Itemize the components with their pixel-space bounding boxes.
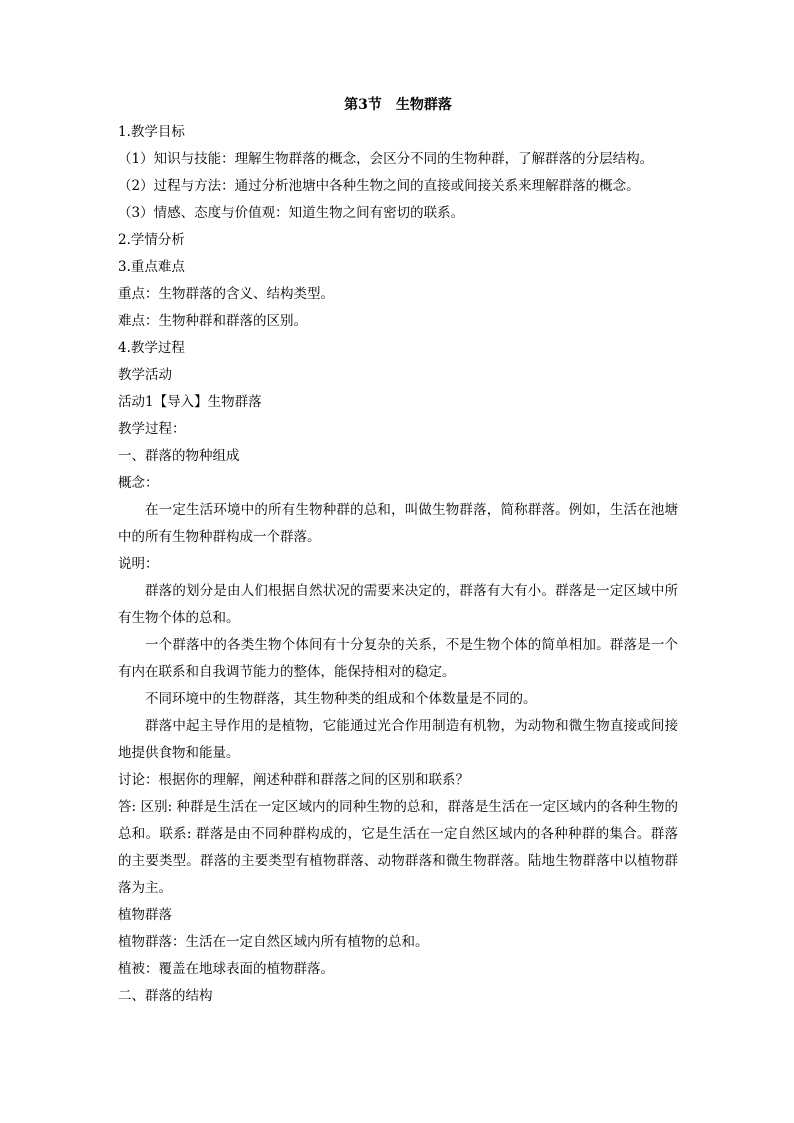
explanation-paragraph-3: 不同环境中的生物群落，其生物种类的组成和个体数量是不同的。 [145,691,537,707]
activity-1-title: 活动1【导入】生物群落 [118,394,262,410]
explanation-paragraph-1: 群落的划分是由人们根据自然状况的需要来决定的，群落有大有小。群落是一定区域中所有生物个体的总和。 [118,583,678,626]
heading-learner-analysis: 2.学情分析 [118,232,185,248]
discussion-answer: 答: 区别: 种群是生活在一定区域内的同种生物的总和，群落是生活在一定区域内的各种生物的总和。联系: 群落是由不同种群构成的，它是生活在一定自然区域内的各种种群的集合。群落的主要类型。群落的主要类型有植物群落、动物群落和微生物群落。陆地生物群落中以植物群落为主。 [118,799,678,896]
section-title: 第3节 生物群落 [344,97,452,113]
teaching-activity-label: 教学活动 [118,367,172,383]
heading-teaching-goals: 1.教学目标 [118,124,185,140]
document-page [118,95,678,1010]
vegetation-definition: 植被：覆盖在地球表面的植物群落。 [118,961,334,977]
subheading-species-composition: 一、群落的物种组成 [118,448,240,464]
concept-paragraph: 在一定生活环境中的所有生物种群的总和，叫做生物群落，简称群落。例如，生活在池塘中的所有生物种群构成一个群落。 [118,502,678,545]
heading-teaching-process: 4.教学过程 [118,340,185,356]
goal-attitude: （3）情感、态度与价值观：知道生物之间有密切的联系。 [118,205,465,221]
goal-knowledge: （1）知识与技能：理解生物群落的概念，会区分不同的生物种群，了解群落的分层结构。 [118,151,654,167]
subheading-community-structure: 二、群落的结构 [118,988,213,1004]
discussion-question: 讨论：根据你的理解，阐述种群和群落之间的区别和联系？ [118,772,469,788]
difficult-point: 难点：生物种群和群落的区别。 [118,313,307,329]
plant-community-definition: 植物群落：生活在一定自然区域内所有植物的总和。 [118,934,429,950]
plant-community-heading: 植物群落 [118,907,172,923]
key-point: 重点：生物群落的含义、结构类型。 [118,286,334,302]
goal-process: （2）过程与方法：通过分析池塘中各种生物之间的直接或间接关系来理解群落的概念。 [118,178,640,194]
concept-label: 概念： [118,475,159,491]
explanation-paragraph-2: 一个群落中的各类生物个体间有十分复杂的关系，不是生物个体的简单相加。群落是一个有内在联系和自我调节能力的整体，能保持相对的稳定。 [118,637,678,680]
explanation-paragraph-4: 群落中起主导作用的是植物，它能通过光合作用制造有机物，为动物和微生物直接或间接地提供食物和能量。 [118,718,678,761]
explanation-label: 说明： [118,556,159,572]
teaching-process-label: 教学过程： [118,421,186,437]
heading-key-points: 3.重点难点 [118,259,185,275]
